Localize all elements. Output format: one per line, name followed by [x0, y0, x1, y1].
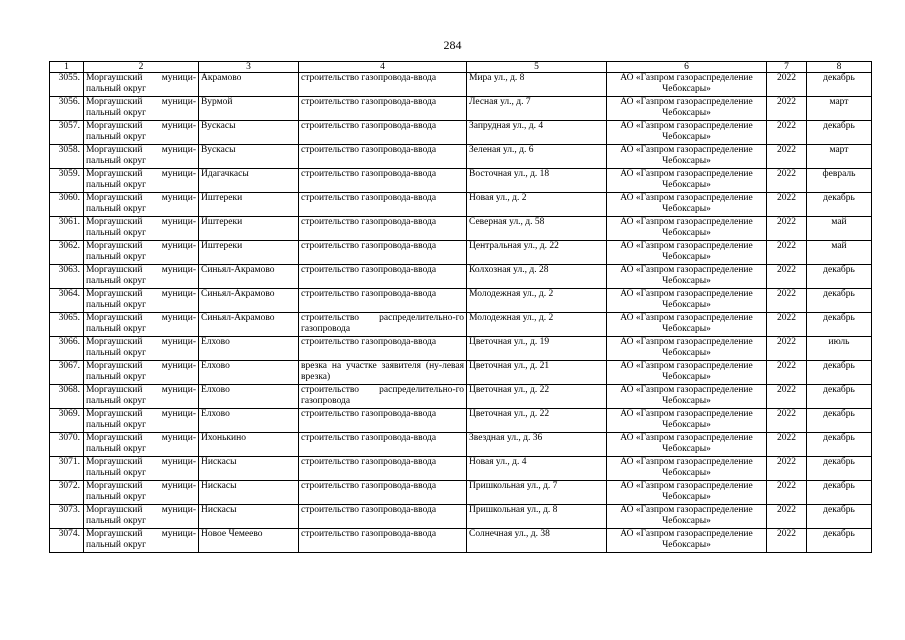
row-number: 3058. — [50, 145, 84, 169]
district-cell: Моргаушский муници-пальный округ — [84, 265, 199, 289]
month-cell: декабрь — [807, 73, 872, 97]
col-header-8: 8 — [807, 62, 872, 73]
address-cell: Колхозная ул., д. 28 — [467, 265, 607, 289]
settlement-cell: Новое Чемеево — [199, 529, 299, 553]
district-cell: Моргаушский муници-пальный округ — [84, 97, 199, 121]
row-number: 3066. — [50, 337, 84, 361]
settlement-cell: Елхово — [199, 337, 299, 361]
year-cell: 2022 — [767, 457, 807, 481]
table-row — [50, 97, 872, 121]
year-cell: 2022 — [767, 361, 807, 385]
work-type-cell: строительство газопровода-ввода — [299, 529, 467, 553]
header-row — [50, 62, 872, 73]
month-cell: декабрь — [807, 433, 872, 457]
address-cell: Пришкольная ул., д. 7 — [467, 481, 607, 505]
year-cell: 2022 — [767, 73, 807, 97]
table-row — [50, 265, 872, 289]
district-cell: Моргаушский муници-пальный округ — [84, 241, 199, 265]
organization-cell: АО «Газпром газораспределение Чебоксары» — [607, 217, 767, 241]
month-cell: декабрь — [807, 385, 872, 409]
table-row — [50, 289, 872, 313]
organization-cell: АО «Газпром газораспределение Чебоксары» — [607, 265, 767, 289]
year-cell: 2022 — [767, 481, 807, 505]
work-type-cell: строительство газопровода-ввода — [299, 97, 467, 121]
organization-cell: АО «Газпром газораспределение Чебоксары» — [607, 481, 767, 505]
address-cell: Цветочная ул., д. 22 — [467, 409, 607, 433]
table-row — [50, 385, 872, 409]
district-cell: Моргаушский муници-пальный округ — [84, 505, 199, 529]
month-cell: декабрь — [807, 121, 872, 145]
month-cell: декабрь — [807, 313, 872, 337]
year-cell: 2022 — [767, 193, 807, 217]
table-row — [50, 505, 872, 529]
district-cell: Моргаушский муници-пальный округ — [84, 457, 199, 481]
year-cell: 2022 — [767, 121, 807, 145]
organization-cell: АО «Газпром газораспределение Чебоксары» — [607, 169, 767, 193]
organization-cell: АО «Газпром газораспределение Чебоксары» — [607, 529, 767, 553]
organization-cell: АО «Газпром газораспределение Чебоксары» — [607, 337, 767, 361]
row-number: 3068. — [50, 385, 84, 409]
work-type-cell: строительство распределительно-го газопровода — [299, 385, 467, 409]
work-type-cell: строительство газопровода-ввода — [299, 337, 467, 361]
organization-cell: АО «Газпром газораспределение Чебоксары» — [607, 409, 767, 433]
year-cell: 2022 — [767, 505, 807, 529]
settlement-cell: Елхово — [199, 409, 299, 433]
row-number: 3060. — [50, 193, 84, 217]
district-cell: Моргаушский муници-пальный округ — [84, 145, 199, 169]
address-cell: Цветочная ул., д. 19 — [467, 337, 607, 361]
work-type-cell: строительство газопровода-ввода — [299, 121, 467, 145]
row-number: 3063. — [50, 265, 84, 289]
table-row — [50, 217, 872, 241]
year-cell: 2022 — [767, 409, 807, 433]
settlement-cell: Нискасы — [199, 481, 299, 505]
year-cell: 2022 — [767, 145, 807, 169]
address-cell: Новая ул., д. 4 — [467, 457, 607, 481]
row-number: 3065. — [50, 313, 84, 337]
table-row — [50, 121, 872, 145]
data-table — [49, 61, 872, 553]
year-cell: 2022 — [767, 337, 807, 361]
address-cell: Цветочная ул., д. 22 — [467, 385, 607, 409]
address-cell: Запрудная ул., д. 4 — [467, 121, 607, 145]
address-cell: Мира ул., д. 8 — [467, 73, 607, 97]
district-cell: Моргаушский муници-пальный округ — [84, 385, 199, 409]
row-number: 3057. — [50, 121, 84, 145]
settlement-cell: Синьял-Акрамово — [199, 289, 299, 313]
district-cell: Моргаушский муници-пальный округ — [84, 289, 199, 313]
year-cell: 2022 — [767, 97, 807, 121]
work-type-cell: строительство газопровода-ввода — [299, 505, 467, 529]
organization-cell: АО «Газпром газораспределение Чебоксары» — [607, 73, 767, 97]
organization-cell: АО «Газпром газораспределение Чебоксары» — [607, 385, 767, 409]
page-number: 284 — [443, 38, 462, 52]
table-row — [50, 337, 872, 361]
row-number: 3062. — [50, 241, 84, 265]
year-cell: 2022 — [767, 289, 807, 313]
district-cell: Моргаушский муници-пальный округ — [84, 433, 199, 457]
settlement-cell: Нискасы — [199, 457, 299, 481]
settlement-cell: Идагачкасы — [199, 169, 299, 193]
table-row — [50, 409, 872, 433]
month-cell: май — [807, 217, 872, 241]
month-cell: июль — [807, 337, 872, 361]
district-cell: Моргаушский муници-пальный округ — [84, 217, 199, 241]
work-type-cell: строительство газопровода-ввода — [299, 481, 467, 505]
row-number: 3072. — [50, 481, 84, 505]
organization-cell: АО «Газпром газораспределение Чебоксары» — [607, 97, 767, 121]
table-row — [50, 169, 872, 193]
settlement-cell: Елхово — [199, 385, 299, 409]
month-cell: декабрь — [807, 529, 872, 553]
settlement-cell: Ихонькино — [199, 433, 299, 457]
row-number: 3074. — [50, 529, 84, 553]
year-cell: 2022 — [767, 529, 807, 553]
settlement-cell: Иштереки — [199, 217, 299, 241]
col-header-4: 4 — [299, 62, 467, 73]
settlement-cell: Синьял-Акрамово — [199, 313, 299, 337]
month-cell: декабрь — [807, 481, 872, 505]
year-cell: 2022 — [767, 169, 807, 193]
row-number: 3071. — [50, 457, 84, 481]
address-cell: Молодежная ул., д. 2 — [467, 313, 607, 337]
settlement-cell: Елхово — [199, 361, 299, 385]
year-cell: 2022 — [767, 385, 807, 409]
settlement-cell: Акрамово — [199, 73, 299, 97]
district-cell: Моргаушский муници-пальный округ — [84, 73, 199, 97]
address-cell: Восточная ул., д. 18 — [467, 169, 607, 193]
row-number: 3070. — [50, 433, 84, 457]
settlement-cell: Иштереки — [199, 241, 299, 265]
table-row — [50, 145, 872, 169]
month-cell: февраль — [807, 169, 872, 193]
table-row — [50, 73, 872, 97]
district-cell: Моргаушский муници-пальный округ — [84, 313, 199, 337]
address-cell: Пришкольная ул., д. 8 — [467, 505, 607, 529]
table-row — [50, 529, 872, 553]
district-cell: Моргаушский муници-пальный округ — [84, 529, 199, 553]
settlement-cell: Иштереки — [199, 193, 299, 217]
month-cell: декабрь — [807, 265, 872, 289]
col-header-2: 2 — [84, 62, 199, 73]
address-cell: Солнечная ул., д. 38 — [467, 529, 607, 553]
row-number: 3055. — [50, 73, 84, 97]
row-number: 3067. — [50, 361, 84, 385]
month-cell: март — [807, 145, 872, 169]
row-number: 3061. — [50, 217, 84, 241]
work-type-cell: строительство распределительно-го газопровода — [299, 313, 467, 337]
address-cell: Лесная ул., д. 7 — [467, 97, 607, 121]
district-cell: Моргаушский муници-пальный округ — [84, 193, 199, 217]
address-cell: Центральная ул., д. 22 — [467, 241, 607, 265]
row-number: 3064. — [50, 289, 84, 313]
row-number: 3059. — [50, 169, 84, 193]
month-cell: декабрь — [807, 361, 872, 385]
month-cell: декабрь — [807, 409, 872, 433]
month-cell: декабрь — [807, 193, 872, 217]
table-row — [50, 361, 872, 385]
year-cell: 2022 — [767, 313, 807, 337]
district-cell: Моргаушский муници-пальный округ — [84, 361, 199, 385]
table-row — [50, 313, 872, 337]
col-header-5: 5 — [467, 62, 607, 73]
month-cell: декабрь — [807, 505, 872, 529]
district-cell: Моргаушский муници-пальный округ — [84, 121, 199, 145]
col-header-7: 7 — [767, 62, 807, 73]
work-type-cell: строительство газопровода-ввода — [299, 241, 467, 265]
year-cell: 2022 — [767, 241, 807, 265]
col-header-3: 3 — [199, 62, 299, 73]
row-number: 3056. — [50, 97, 84, 121]
row-number: 3073. — [50, 505, 84, 529]
organization-cell: АО «Газпром газораспределение Чебоксары» — [607, 505, 767, 529]
month-cell: май — [807, 241, 872, 265]
work-type-cell: строительство газопровода-ввода — [299, 265, 467, 289]
district-cell: Моргаушский муници-пальный округ — [84, 481, 199, 505]
organization-cell: АО «Газпром газораспределение Чебоксары» — [607, 433, 767, 457]
district-cell: Моргаушский муници-пальный округ — [84, 337, 199, 361]
address-cell: Зеленая ул., д. 6 — [467, 145, 607, 169]
settlement-cell: Синьял-Акрамово — [199, 265, 299, 289]
table-row — [50, 193, 872, 217]
table-row — [50, 433, 872, 457]
table-row — [50, 457, 872, 481]
organization-cell: АО «Газпром газораспределение Чебоксары» — [607, 361, 767, 385]
work-type-cell: строительство газопровода-ввода — [299, 289, 467, 313]
address-cell: Новая ул., д. 2 — [467, 193, 607, 217]
organization-cell: АО «Газпром газораспределение Чебоксары» — [607, 289, 767, 313]
organization-cell: АО «Газпром газораспределение Чебоксары» — [607, 457, 767, 481]
work-type-cell: строительство газопровода-ввода — [299, 169, 467, 193]
col-header-1: 1 — [50, 62, 84, 73]
organization-cell: АО «Газпром газораспределение Чебоксары» — [607, 145, 767, 169]
organization-cell: АО «Газпром газораспределение Чебоксары» — [607, 193, 767, 217]
district-cell: Моргаушский муници-пальный округ — [84, 169, 199, 193]
work-type-cell: строительство газопровода-ввода — [299, 73, 467, 97]
table-row — [50, 241, 872, 265]
work-type-cell: строительство газопровода-ввода — [299, 409, 467, 433]
settlement-cell: Вурмой — [199, 97, 299, 121]
address-cell: Молодежная ул., д. 2 — [467, 289, 607, 313]
organization-cell: АО «Газпром газораспределение Чебоксары» — [607, 121, 767, 145]
settlement-cell: Вускасы — [199, 121, 299, 145]
table-row — [50, 481, 872, 505]
organization-cell: АО «Газпром газораспределение Чебоксары» — [607, 313, 767, 337]
table-body — [50, 73, 872, 553]
address-cell: Звездная ул., д. 36 — [467, 433, 607, 457]
year-cell: 2022 — [767, 217, 807, 241]
year-cell: 2022 — [767, 265, 807, 289]
month-cell: декабрь — [807, 457, 872, 481]
month-cell: март — [807, 97, 872, 121]
row-number: 3069. — [50, 409, 84, 433]
work-type-cell: врезка на участке заявителя (ну-левая врезка) — [299, 361, 467, 385]
year-cell: 2022 — [767, 433, 807, 457]
address-cell: Цветочная ул., д. 21 — [467, 361, 607, 385]
month-cell: декабрь — [807, 289, 872, 313]
district-cell: Моргаушский муници-пальный округ — [84, 409, 199, 433]
work-type-cell: строительство газопровода-ввода — [299, 457, 467, 481]
work-type-cell: строительство газопровода-ввода — [299, 193, 467, 217]
col-header-6: 6 — [607, 62, 767, 73]
organization-cell: АО «Газпром газораспределение Чебоксары» — [607, 241, 767, 265]
settlement-cell: Нискасы — [199, 505, 299, 529]
work-type-cell: строительство газопровода-ввода — [299, 217, 467, 241]
work-type-cell: строительство газопровода-ввода — [299, 145, 467, 169]
address-cell: Северная ул., д. 58 — [467, 217, 607, 241]
work-type-cell: строительство газопровода-ввода — [299, 433, 467, 457]
settlement-cell: Вускасы — [199, 145, 299, 169]
